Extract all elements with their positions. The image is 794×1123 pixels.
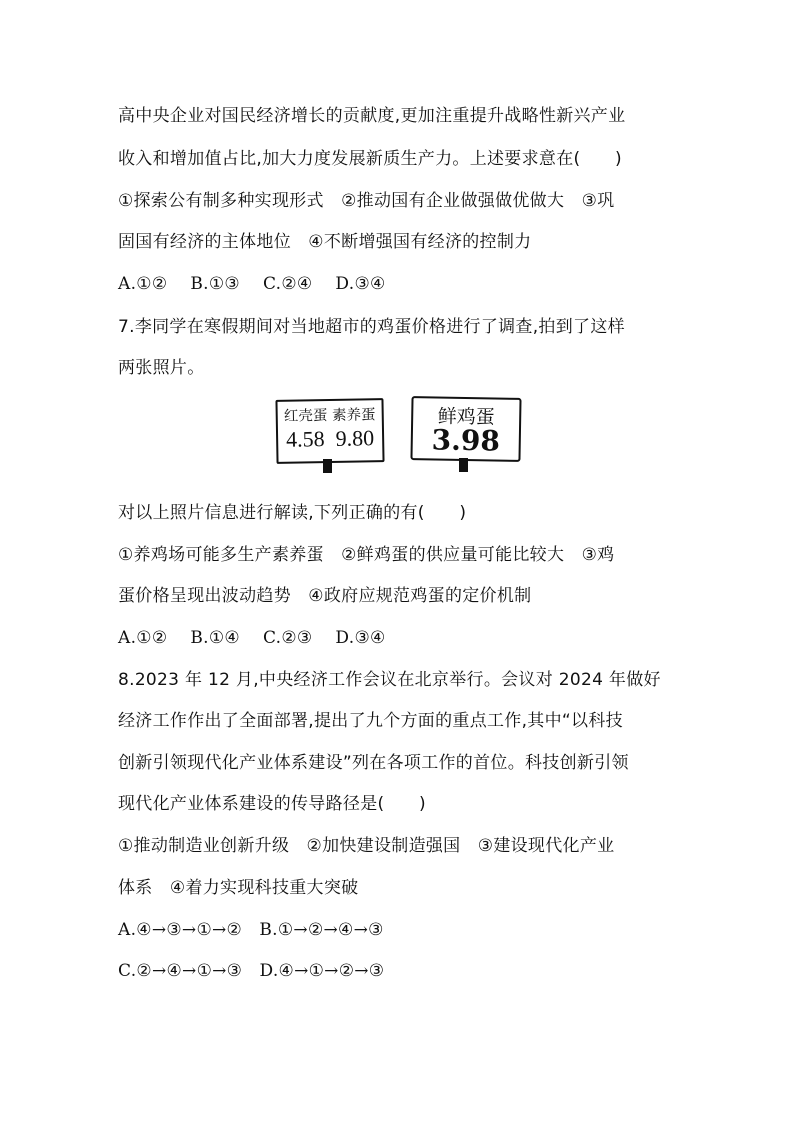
- price-sign-red-shell-and-organic-eggs: [275, 398, 384, 464]
- q8-options-line-1: ①推动制造业创新升级 ②加快建设制造强国 ③建设现代化产业: [118, 836, 615, 856]
- price-sign-label: 鲜鸡蛋: [437, 405, 495, 429]
- q7-question: 对以上照片信息进行解读,下列正确的有( ): [118, 503, 467, 523]
- q8-stem-line-2: 经济工作作出了全面部署,提出了九个方面的重点工作,其中“以科技: [118, 711, 623, 731]
- q8-answer-choices-row-2: C.②→④→①→③ D.④→①→②→③: [118, 961, 385, 981]
- q8-options-line-2: 体系 ④着力实现科技重大突破: [118, 878, 359, 898]
- q8-stem-line-1: 8.2023 年 12 月,中央经济工作会议在北京举行。会议对 2024 年做好: [118, 670, 661, 690]
- q7-stem-line-1: 7.李同学在寒假期间对当地超市的鸡蛋价格进行了调查,拍到了这样: [118, 317, 625, 337]
- q6-answer-choices: A.①② B.①③ C.②④ D.③④: [118, 274, 386, 294]
- q8-answer-choices-row-1: A.④→③→①→② B.①→②→④→③: [118, 920, 384, 940]
- q6-stem-line-2: 收入和增加值占比,加大力度发展新质生产力。上述要求意在( ): [118, 149, 622, 169]
- price-sign-labels: 红壳蛋 素养蛋: [283, 407, 376, 425]
- q7-answer-choices: A.①② B.①④ C.②③ D.③④: [118, 628, 386, 648]
- q7-stem-line-2: 两张照片。: [118, 358, 205, 378]
- sign-post: [323, 459, 332, 473]
- price-sign-prices: 4.58 9.80: [285, 425, 375, 452]
- q7-options-line-1: ①养鸡场可能多生产素养蛋 ②鲜鸡蛋的供应量可能比较大 ③鸡: [118, 545, 615, 565]
- q8-stem-line-4: 现代化产业体系建设的传导路径是( ): [118, 794, 426, 814]
- q7-options-line-2: 蛋价格呈现出波动趋势 ④政府应规范鸡蛋的定价机制: [118, 586, 532, 606]
- q6-options-line-1: ①探索公有制多种实现形式 ②推动国有企业做强做优做大 ③巩: [118, 191, 615, 211]
- price-sign-price: 3.98: [431, 423, 501, 458]
- price-sign-fresh-eggs: [410, 396, 521, 462]
- q8-stem-line-3: 创新引领现代化产业体系建设”列在各项工作的首位。科技创新引领: [118, 753, 629, 773]
- q6-options-line-2: 固国有经济的主体地位 ④不断增强国有经济的控制力: [118, 232, 532, 252]
- q6-stem-line-1: 高中央企业对国民经济增长的贡献度,更加注重提升战略性新兴产业: [118, 106, 626, 126]
- sign-post: [459, 458, 468, 472]
